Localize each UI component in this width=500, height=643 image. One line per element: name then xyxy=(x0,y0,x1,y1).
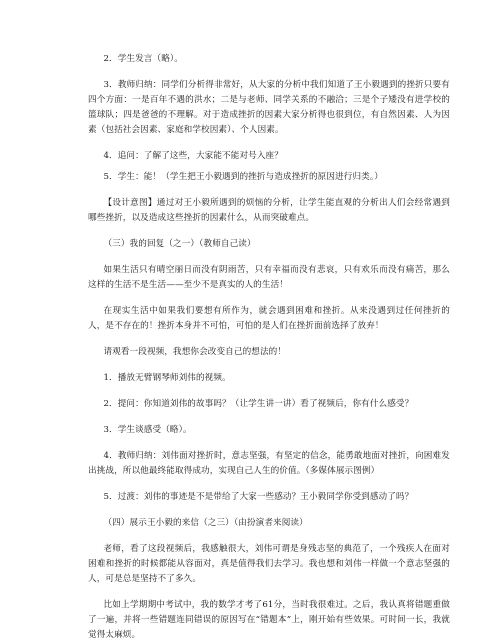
paragraph-reality: 在现实生活中如果我们要想有所作为，就会遇到困难和挫折。从来没遇到过任何挫折的人，是不存在的！挫折本身并不可怕，可怕的是人们在挫折面前选择了放弃！ xyxy=(88,306,450,331)
paragraph-letter-2: 比如上学期期中考试中，我的数学才考了61分，当时我很难过。之后，我认真将错题重做了一遍，并将一些错题连同错误的原因写在“错题本”上，刚开始有些效果。可时间一长，我就觉得太麻烦。 xyxy=(88,600,450,640)
paragraph-letter-1: 老师，看了这段视频后，我感触很大，刘伟可谓是身残志坚的典范了，一个残疾人在面对困难和挫折的时候都能从容面对，真是值得我们去学习。我也想和刘伟一样做一个意志坚强的人，可是总是坚持不了多久。 xyxy=(88,544,450,584)
paragraph-video-step-5: 5．过渡：刘伟的事迹是不是带给了大家一些感动？王小毅同学你受到感动了吗？ xyxy=(103,492,414,502)
paragraph-video-intro: 请观看一段视频，我想你会改变自己的想法的！ xyxy=(103,347,287,357)
paragraph-video-step-3: 3．学生谈感受（略）。 xyxy=(103,425,192,435)
paragraph-step-3: 3．教师归纳：同学们分析得非常好，从大家的分析中我们知道了王小毅遇到的挫折只要有四个方面：一是百年不遇的洪水；二是与老师、同学关系的不融洽；三是个子矮没有进学校的篮球队；四是爸爸的不理解。对于造成挫折的因素大家分析得也很到位，有自然因素、人为因素（包括社会因素、家庭和学校因素）、个人因素。 xyxy=(88,80,450,135)
paragraph-video-step-2: 2．提问：你知道刘伟的故事吗？（让学生讲一讲）看了视频后，你有什么感受？ xyxy=(103,399,414,409)
paragraph-step-4: 4．追问：了解了这些，大家能不能对号入座？ xyxy=(103,151,283,161)
paragraph-step-5: 5．学生：能！（学生把王小毅遇到的挫折与造成挫折的原因进行归类。） xyxy=(103,172,383,182)
paragraph-step-2: 2．学生发言（略）。 xyxy=(103,54,183,64)
paragraph-video-step-4: 4．教师归纳：刘伟面对挫折时，意志坚强，有坚定的信念，能勇敢地面对挫折，向困难发出挑战，所以他最终能取得成功，实现自己人生的价值。（多媒体展示图例） xyxy=(88,451,450,476)
paragraph-video-step-1: 1．播放无臂钢琴师刘伟的视频。 xyxy=(103,373,231,383)
paragraph-life-quote: 如果生活只有晴空丽日而没有阴雨苦，只有幸福而没有悲哀，只有欢乐而没有痛苦，那么这样的生活不是生活——至少不是真实的人的生活！ xyxy=(88,265,450,290)
section-heading-3: （三）我的回复（之一）（教师自己读） xyxy=(103,239,256,249)
section-heading-4: （四）展示王小毅的来信（之三）（由扮演者来阅读） xyxy=(103,518,308,528)
paragraph-design-intent: 【设计意图】通过对王小毅所遇到的烦恼的分析，让学生能直观的分析出人们会经常遇到哪些挫折，以及造成这些挫折的因素什么，从而突破难点。 xyxy=(88,198,450,223)
